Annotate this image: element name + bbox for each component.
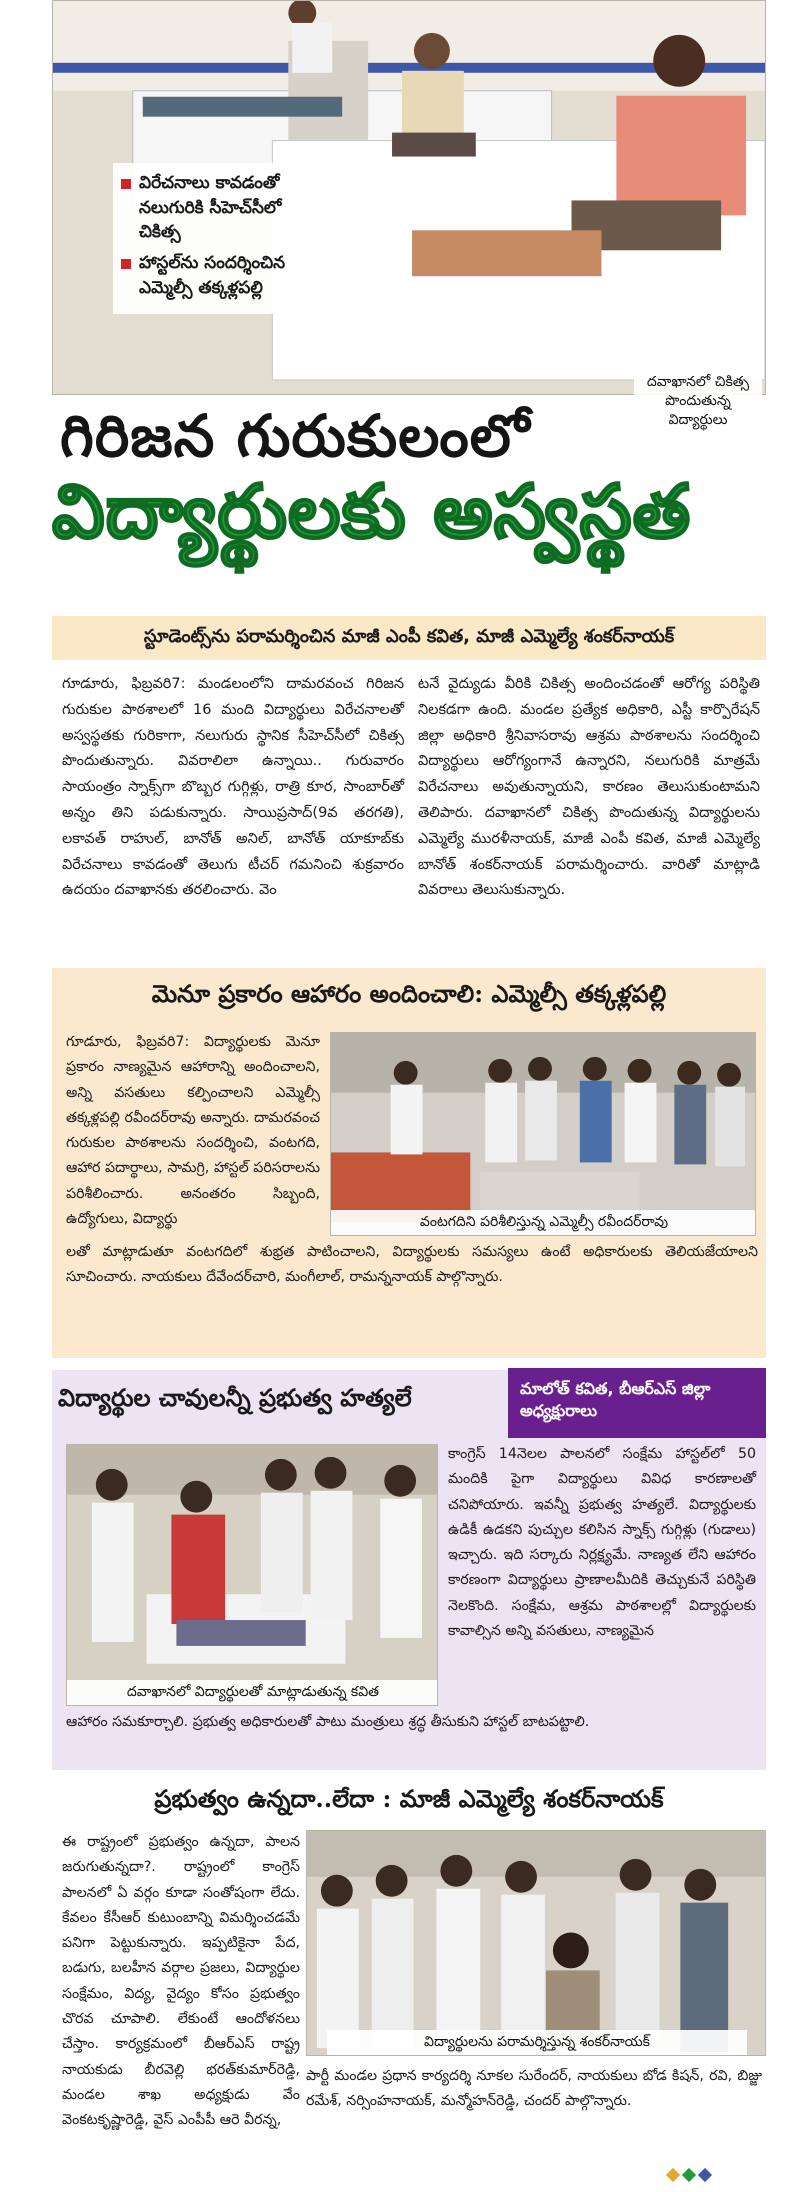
menu-food-text-bottom: లతో మాట్లాడుతూ వంటగదిలో శుభ్రత పాటించాలని, విద్యార్థులకు సమస్యలు ఉంటే అధికారులకు తెలియజేయాలని సూచించారు. నాయకులు దేవేందర్‌చారి, మంగీలాల్‌, రామన్ననాయక్‌ పాల్గొన్నారు. — [66, 1244, 758, 1286]
story1-column-1: గూడూరు, ఫిబ్రవరి7: మండలంలోని దామరవంచ గిరిజన గురుకుల పాఠశాలలో 16 మంది విద్యార్థులు విరేచనాలతో అస్వస్థతకు గురికాగా, నలుగురు స్థానిక సీహెచ్‌సీలో చికిత్స పొందుతున్నారు. వివరాలిలా ఉన్నాయి.. గురువారం సాయంత్రం స్నాక్స్‌గా బొబ్బర గుగ్గిళ్లు, రాత్రి కూర, సాంబార్‌తో అన్నం తిని పడుకున్నారు. సాయిప్రసాద్‌(9వ తరగతి), లకావత్‌ రాహుల్‌, బానోత్‌ అనిల్‌, బానోత్‌ యాకూబ్‌కు విరేచనాలు కావడంతో తెలుగు టీచర్‌ గమనించి శుక్రవారం ఉదయం దవాఖానకు తరలించారు. వెం — [62, 676, 404, 899]
menu-food-text-left: గూడూరు, ఫిబ్రవరి7: విద్యార్థులకు మెనూ ప్రకారం నాణ్యమైన ఆహారాన్ని అందించాలని, అన్ని వసతులు కల్పించాలని ఎమ్మెల్సీ తక్కళ్లపల్లి రవీందర్‌రావు అన్నారు. దామరవంచ గురుకుల పాఠశాలను సందర్శించి, వంటగది, ఆహార పదార్థాలు, సామగ్రి, హాస్టల్‌ పరిసరాలను పరిశీలించారు. అనంతరం సిబ్బంది, ఉద్యోగులు, విద్యార్థు — [66, 1034, 320, 1227]
govt-question-text-left: ఈ రాష్ట్రంలో ప్రభుత్వం ఉన్నదా, పాలన జరుగుతున్నదా?. రాష్ట్రంలో కాంగ్రెస్‌ పాలనలో ఏ వర్గం కూడా సంతోషంగా లేదు. కేవలం కేసీఆర్‌ కుటుంబాన్ని విమర్శించడమే పనిగా పెట్టుకున్నారు. ఇప్పటికైనా పేద, బడుగు, బలహీన వర్గాల ప్రజలు, విద్యార్థుల సంక్షేమం, విద్య, వైద్యం కోసం ప్రభుత్వం చొరవ చూపాలి. లేకుంటే ఆందోళనలు చేస్తాం. కార్యక్రమంలో బీఆర్‌ఎస్‌ రాష్ట్ర నాయకుడు బీరవెల్లి భరత్‌కుమార్‌రెడ్డి, మండల శాఖ అధ్యక్షుడు వేం వెంకటకృష్ణారెడ్డి, వైస్‌ ఎంపీపీ ఆరె వీరన్న, — [62, 1834, 300, 2129]
hero-bullet-list — [113, 163, 323, 314]
hospital-photo-art — [67, 1445, 437, 1706]
hero-bullet-text: హాస్టల్‌ను సందర్శించిన ఎమ్మెల్సీ తక్కళ్లపల్లి — [139, 252, 286, 298]
diamond-icon — [698, 2168, 712, 2182]
govt-question-heading: ప్రభుత్వం ఉన్నదా..లేదా : మాజీ ఎమ్మెల్యే శంకర్‌నాయక్‌ — [154, 1783, 664, 1813]
speaker-tag: మాలోత్‌ కవిత, బీఆర్‌ఎస్‌ జిల్లా అధ్యక్షురాలు — [508, 1368, 766, 1438]
headline-line-2: విద్యార్థులకు అస్వస్థత — [52, 469, 692, 555]
subhead-bar — [52, 616, 766, 660]
hero-bullet — [121, 171, 315, 245]
kavitha-hospital-photo — [66, 1444, 438, 1706]
shankar-visit-photo — [306, 1830, 766, 2056]
bullet-square-icon — [121, 179, 131, 189]
bullet-square-icon — [121, 259, 131, 269]
govt-question-text-right: పార్టీ మండల ప్రధాన కార్యదర్శి నూకల సురేందర్‌, నాయకులు బోడ కిషన్‌, రవి, బిజ్జు రమేశ్‌, నర్సింహనాయక్‌, మన్మోహన్‌రెడ్డి, చందర్‌ పాల్గొన్నారు. — [306, 2068, 762, 2110]
kitchen-photo-art — [331, 1033, 755, 1236]
visit-photo-art — [307, 1831, 765, 2056]
hero-caption: దవాఖానలో చికిత్స పొందుతున్న విద్యార్థులు — [634, 370, 762, 433]
story1-column-2: టనే వైద్యుడు వీరికి చికిత్స అందించడంతో ఆరోగ్య పరిస్థితి నిలకడగా ఉంది. మండల ప్రత్యేక అధికారి, ఎస్టీ కార్పొరేషన్‌ జిల్లా అధికారి శ్రీనివాసరావు ఆశ్రమ పాఠశాలను సందర్శించి విద్యార్థులు ఆరోగ్యంగానే ఉన్నారని, నలుగురికి మాత్రమే విరేచనాలు అవుతున్నాయని, కారణం తెలుసుకుంటామని తెలిపారు. దవాఖానలో చికిత్స పొందుతున్న విద్యార్థులను ఎమ్మెల్యే మురళీనాయక్‌, మాజీ ఎంపీ కవిత, మాజీ ఎమ్మెల్యే బానోత్‌ శంకర్‌నాయక్‌ పరామర్శించారు. వారితో మాట్లాడి వివరాలు తెలుసుకున్నారు. — [418, 676, 760, 899]
subhead-text: స్టూడెంట్స్‌ను పరామర్శించిన మాజీ ఎంపీ కవిత, మాజీ ఎమ్మెల్యే శంకర్‌నాయక్ — [143, 625, 675, 647]
diamond-icon — [682, 2168, 696, 2182]
diamond-icon — [666, 2168, 680, 2182]
headline-line-1: గిరిజన గురుకులంలో — [60, 402, 531, 470]
govt-killings-text-bottom: ఆహారం సమకూర్చాలి. ప్రభుత్వ అధికారులతో పాటు మంత్రులు శ్రద్ధ తీసుకుని హాస్టల్‌ బాటపట్టాలి. — [66, 1714, 590, 1730]
kitchen-photo-caption: వంటగదిని పరిశీలిస్తున్న ఎమ్మెల్సీ రవీందర్‌రావు — [331, 1210, 756, 1235]
hero-bullet-text: విరేచనాలు కావడంతో నలుగురికి సీహెచ్‌సీలో చికిత్స — [139, 173, 282, 243]
menu-food-heading: మెనూ ప్రకారం ఆహారం అందించాలి: ఎమ్మెల్సీ తక్కళ్లపల్లి — [151, 978, 667, 1008]
govt-killings-text-right: కాంగ్రెస్‌ 14నెలల పాలనలో సంక్షేమ హాస్టల్‌లో 50 మందికి పైగా విద్యార్థులు వివిధ కారణాలతో చనిపోయారు. ఇవన్నీ ప్రభుత్వ హత్యలే. విద్యార్థులకు ఉడికీ ఉడకని పుచ్చుల కలిసిన స్నాక్స్‌ గుగ్గిళ్లు (గుడాలు) ఇచ్చారు. ఇది సర్కారు నిర్లక్ష్యమే. నాణ్యత లేని ఆహారం కారణంగా విద్యార్థులు ప్రాణాలమీదికి తెచ్చుకునే పరిస్థితి నెలకొంది. సంక్షేమ, ఆశ్రమ పాఠశాలల్లో విద్యార్థులకు కావాల్సిన అన్ని వసతులు, నాణ్యమైన — [448, 1446, 756, 1639]
visit-photo-caption: విద్యార్థులను పరామర్శిస్తున్న శంకర్‌నాయక్‌ — [327, 2030, 747, 2055]
hospital-photo-caption: దవాఖానలో విద్యార్థులతో మాట్లాడుతున్న కవిత — [67, 1680, 438, 1705]
kitchen-inspection-photo — [330, 1032, 756, 1236]
govt-killings-heading: విద్యార్థుల చావులన్నీ ప్రభుత్వ హత్యలే — [58, 1382, 412, 1412]
footer-diamond-icons — [668, 2170, 710, 2180]
hero-photo — [52, 0, 766, 395]
hero-bullet — [121, 251, 315, 300]
